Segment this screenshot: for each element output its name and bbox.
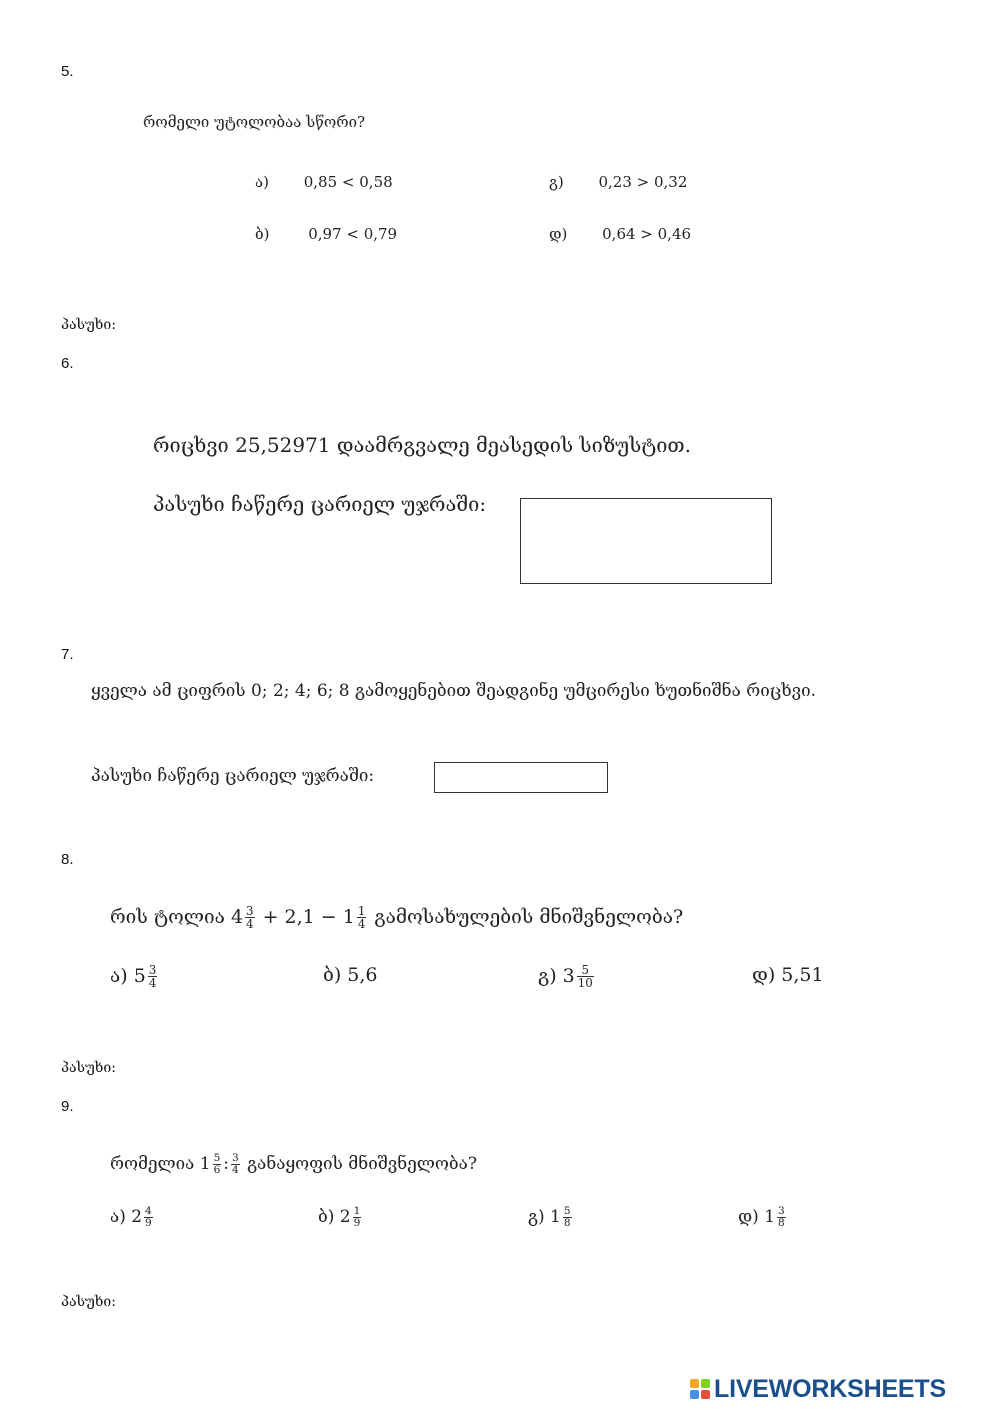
q8-text-end: გამოსახულების მნიშვნელობა? (368, 905, 684, 928)
option-text: 0,23 > 0,32 (598, 173, 688, 191)
option-text: 0,97 < 0,79 (308, 225, 398, 243)
q9-text-start: რომელია 1 (110, 1154, 211, 1175)
fraction-denominator: 4 (232, 1164, 239, 1177)
q8-fraction-2 (357, 905, 367, 931)
fraction-denominator: 9 (145, 1217, 152, 1230)
q8-answer-label: პასუხი: (61, 1060, 116, 1076)
fraction-numerator: 1 (353, 1205, 361, 1217)
question-7-text: ყველა ამ ციფრის 0; 2; 4; 6; 8 გამოყენებით შეადგინე უმცირესი ხუთნიშნა რიცხვი. (91, 681, 816, 701)
q8-fraction-1 (245, 905, 255, 931)
fraction-numerator: 3 (232, 1152, 239, 1164)
question-8-text (110, 905, 683, 931)
fraction-denominator: 8 (778, 1217, 785, 1230)
question-6-prompt: პასუხი ჩაწერე ცარიელ უჯრაში: (153, 492, 487, 516)
option-fraction (563, 1206, 572, 1229)
question-7-prompt: პასუხი ჩაწერე ცარიელ უჯრაში: (91, 766, 375, 786)
question-8-number: 8. (61, 851, 74, 868)
option-fraction (148, 964, 158, 990)
q8-option-d[interactable] (752, 964, 824, 986)
q5-option-b[interactable] (255, 225, 397, 243)
q5-option-c[interactable] (549, 173, 687, 191)
question-9-number: 9. (61, 1098, 74, 1115)
option-fraction (144, 1206, 153, 1229)
fraction-denominator: 4 (357, 917, 366, 932)
fraction-numerator: 3 (246, 904, 254, 918)
logo-text: LIVEWORKSHEETS (714, 1374, 946, 1403)
option-label: ბ) 5,6 (323, 964, 378, 986)
q8-text-start: რის ტოლია 4 (110, 905, 244, 928)
q9-text-end: განაყოფის მნიშვნელობა? (241, 1154, 477, 1175)
logo-square-icon (701, 1379, 710, 1388)
liveworksheets-logo (690, 1374, 946, 1404)
option-label: ბ) 2 (318, 1207, 351, 1228)
q9-fraction-2 (231, 1153, 240, 1176)
q9-option-b[interactable] (318, 1206, 363, 1229)
option-text: 0,85 < 0,58 (303, 173, 393, 191)
q9-answer-label: პასუხი: (61, 1294, 116, 1310)
q5-option-d[interactable] (549, 225, 691, 243)
fraction-denominator: 10 (577, 976, 593, 991)
option-text: 0,64 > 0,46 (602, 225, 692, 243)
logo-square-icon (701, 1390, 710, 1399)
question-9-text (110, 1153, 477, 1176)
logo-square-icon (690, 1379, 699, 1388)
option-label: ა) 2 (110, 1207, 143, 1228)
q8-option-a[interactable] (110, 964, 159, 990)
q8-option-b[interactable] (323, 964, 378, 986)
fraction-numerator: 5 (577, 964, 594, 977)
q6-answer-box[interactable] (520, 498, 772, 584)
question-5-number: 5. (61, 63, 74, 80)
option-letter: ა) (255, 173, 269, 191)
fraction-denominator: 6 (213, 1164, 221, 1177)
question-5-text: რომელი უტოლობაა სწორი? (143, 113, 366, 131)
logo-mark-icon (690, 1379, 710, 1399)
q8-option-c[interactable] (538, 964, 596, 990)
q9-option-c[interactable] (528, 1206, 574, 1229)
q5-answer-label: პასუხი: (61, 317, 116, 333)
fraction-denominator: 8 (563, 1217, 571, 1230)
option-label: დ) 1 (738, 1207, 776, 1228)
fraction-numerator: 5 (213, 1152, 221, 1164)
option-label: გ) 1 (528, 1207, 561, 1228)
question-6-text: რიცხვი 25,52971 დაამრგვალე მეასედის სიზუსტით. (153, 433, 691, 457)
fraction-denominator: 4 (246, 917, 254, 932)
option-fraction (777, 1206, 786, 1229)
fraction-denominator: 4 (148, 976, 157, 991)
logo-square-icon (690, 1390, 699, 1399)
option-label: ა) 5 (110, 964, 146, 987)
question-7-number: 7. (61, 646, 74, 663)
fraction-numerator: 3 (778, 1205, 785, 1217)
option-fraction (577, 964, 594, 990)
option-letter: დ) (549, 225, 568, 243)
option-label: გ) 3 (538, 964, 575, 987)
option-label: დ) 5,51 (752, 964, 824, 986)
q5-option-a[interactable] (255, 173, 393, 191)
option-letter: გ) (549, 173, 564, 191)
fraction-numerator: 4 (145, 1205, 152, 1217)
q9-fraction-1 (213, 1153, 222, 1176)
q9-option-d[interactable] (738, 1206, 788, 1229)
q7-answer-box[interactable] (434, 762, 608, 793)
q9-text-mid: : (223, 1154, 230, 1175)
fraction-numerator: 1 (357, 904, 366, 918)
question-6-number: 6. (61, 355, 74, 372)
option-letter: ბ) (255, 225, 270, 243)
fraction-denominator: 9 (353, 1217, 361, 1230)
option-fraction (353, 1206, 362, 1229)
q9-option-a[interactable] (110, 1206, 155, 1229)
fraction-numerator: 3 (148, 963, 157, 977)
q8-text-mid: + 2,1 − 1 (256, 905, 355, 928)
fraction-numerator: 5 (563, 1205, 571, 1217)
